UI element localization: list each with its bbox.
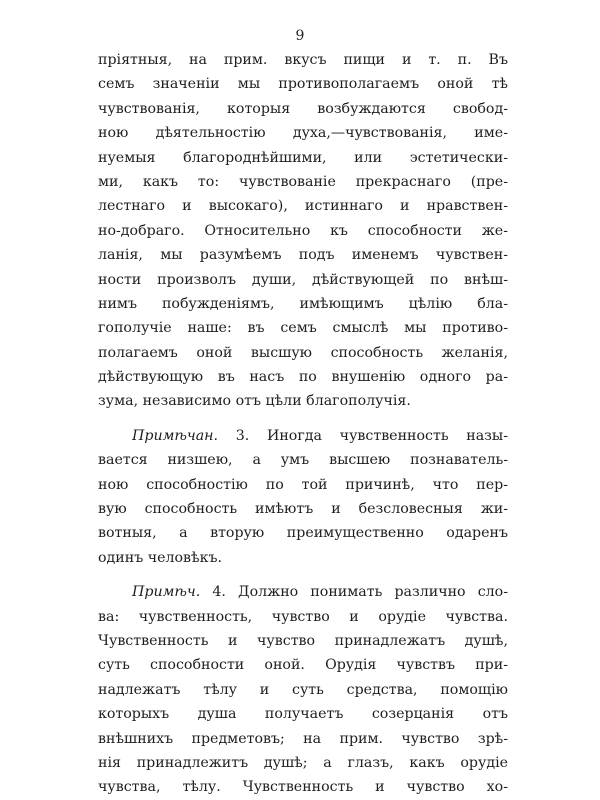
note-4 bbox=[98, 580, 508, 800]
text-line: которыхъ душа получаетъ созерцанія отъ bbox=[98, 706, 508, 723]
text-line: Чувственность и чувство принадлежатъ душѣ, bbox=[98, 632, 508, 649]
text-line: дѣйствующую въ насъ по внушенію одного ра- bbox=[98, 369, 508, 386]
text-line: чувствованія, которыя возбуждаются свобод- bbox=[98, 100, 508, 117]
text-line: гополучіе наше: въ семъ смыслѣ мы противо- bbox=[98, 320, 508, 337]
paragraph-1 bbox=[98, 48, 508, 414]
note-text: 3. Иногда чувственность назы- bbox=[235, 427, 508, 444]
note-text: 4. Должно понимать различно сло- bbox=[212, 584, 508, 601]
text-line: ною способностію по той причинѣ, что пер- bbox=[98, 476, 508, 493]
text-line: надлежатъ тѣлу и суть средства, помощію bbox=[98, 681, 508, 698]
text-line: но-добраго. Относительно къ способности же- bbox=[98, 222, 508, 239]
text-line: пріятныя, на прим. вкусъ пищи и т. п. Въ bbox=[98, 52, 508, 68]
text-line: чувства, тѣлу. Чувственность и чувство хо- bbox=[98, 779, 508, 796]
text-line: нуемыя благороднѣйшими, или эстетически- bbox=[98, 149, 508, 166]
text-line: вую способность имѣютъ и безсловесныя жи- bbox=[98, 501, 508, 518]
text-line: ва: чувственность, чувство и орудіе чувства. bbox=[98, 608, 508, 625]
text-line: семъ значеніи мы противополагаемъ оной тѣ bbox=[98, 76, 508, 93]
note-first-line bbox=[98, 424, 508, 448]
note-3 bbox=[98, 424, 508, 570]
text-line: полагаемъ оной высшую способность желанія, bbox=[98, 344, 508, 361]
text-line: ланія, мы разумѣемъ подъ именемъ чувствен- bbox=[98, 247, 508, 264]
page-number: 9 bbox=[295, 28, 305, 44]
text-line: суть способности оной. Орудія чувствъ при- bbox=[98, 657, 508, 674]
text-line: ною дѣятельностію духа,—чувствованія, име- bbox=[98, 125, 508, 142]
text-line: вается низшею, а умъ высшею познаватель- bbox=[98, 452, 508, 469]
text-line: зума, независимо отъ цѣли благополучія. bbox=[98, 393, 411, 410]
text-line: одинъ человѣкъ. bbox=[98, 549, 223, 566]
text-line: ности произволъ души, дѣйствующей по внѣш- bbox=[98, 271, 508, 288]
note-first-line bbox=[98, 580, 508, 604]
page-text bbox=[98, 48, 508, 800]
note-label: Примѣч. bbox=[132, 584, 201, 601]
text-line: лестнаго и высокаго), истиннаго и нравствен- bbox=[98, 198, 508, 215]
text-line: внѣшнихъ предметовъ; на прим. чувство зрѣ- bbox=[98, 730, 508, 747]
text-line: нимъ побужденіямъ, имѣющимъ цѣлію бла- bbox=[98, 295, 508, 312]
note-label: Примѣчан. bbox=[132, 427, 219, 444]
text-line: нія принадлежитъ душѣ; а глазъ, какъ орудіе bbox=[98, 754, 508, 771]
text-line: вотныя, а вторую преимущественно одаренъ bbox=[98, 525, 508, 542]
text-line: ми, какъ то: чувствованіе прекраснаго (пре- bbox=[98, 173, 508, 190]
